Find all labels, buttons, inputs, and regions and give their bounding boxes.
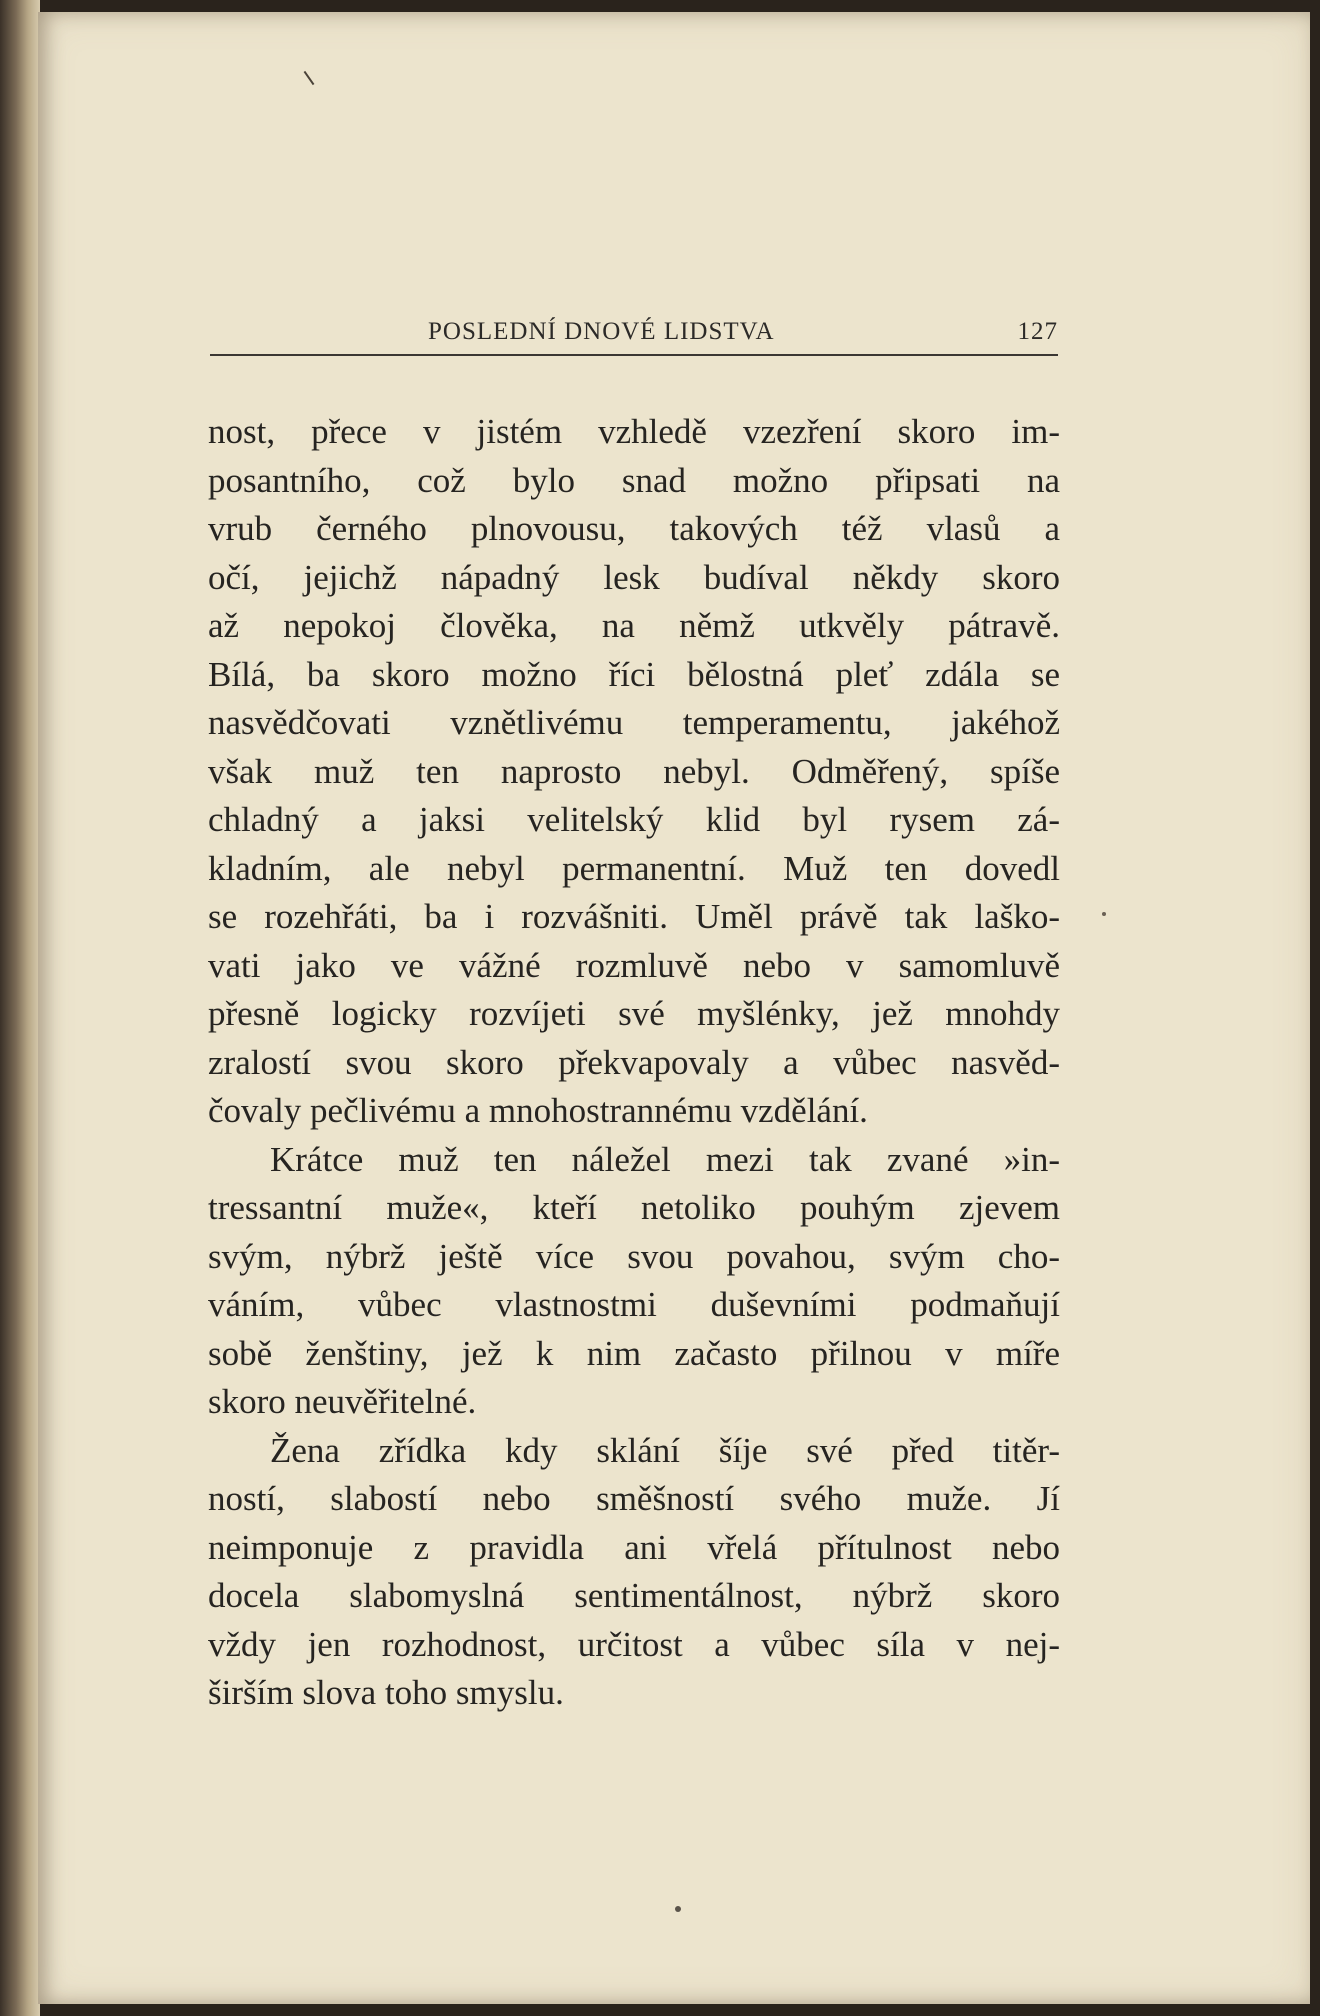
text-line: se rozehřáti, ba i rozvášniti. Uměl právě tak laško- bbox=[208, 897, 1060, 936]
book-spine bbox=[0, 0, 40, 2016]
text-line: Žena zřídka kdy sklání šíje své před titěr- bbox=[270, 1430, 1060, 1470]
text-line: sobě ženštiny, jež k nim začasto přilnou v míře bbox=[208, 1333, 1060, 1373]
text-line: přesně logicky rozvíjeti své myšlénky, jež mnohdy bbox=[208, 994, 1060, 1033]
text-line: až nepokoj člověka, na němž utkvěly pátravě. bbox=[208, 606, 1060, 645]
text-line: chladný a jaksi velitelský klid byl rysem zá- bbox=[208, 800, 1060, 839]
text-line: docela slabomyslná sentimentálnost, nýbrž skoro bbox=[208, 1576, 1060, 1615]
text-line: vždy jen rozhodnost, určitost a vůbec síla v nej- bbox=[208, 1624, 1060, 1664]
text-line: Bílá, ba skoro možno říci bělostná pleť zdála se bbox=[208, 654, 1060, 694]
text-line: svým, nýbrž ještě více svou povahou, svým cho- bbox=[208, 1236, 1060, 1276]
page-number: 127 bbox=[1017, 318, 1058, 345]
page-dot bbox=[675, 1906, 681, 1912]
text-line: vati jako ve vážné rozmluvě nebo v samomluvě bbox=[208, 945, 1060, 985]
text-line: zralostí svou skoro překvapovaly a vůbec nasvěd- bbox=[208, 1042, 1060, 1082]
text-line: vrub černého plnovousu, takových též vlasů a bbox=[208, 509, 1060, 548]
text-line: nost, přece v jistém vzhledě vzezření skoro im- bbox=[208, 412, 1060, 451]
body-text bbox=[208, 408, 1060, 1718]
text-line: nasvědčovati vznětlivému temperamentu, jakéhož bbox=[208, 703, 1060, 742]
text-line: neimponuje z pravidla ani vřelá přítulnost nebo bbox=[208, 1527, 1060, 1567]
text-line: ností, slabostí nebo směšností svého muže. Jí bbox=[208, 1479, 1060, 1518]
text-line: tressantní muže«, kteří netoliko pouhým zjevem bbox=[208, 1188, 1060, 1227]
text-line: však muž ten naprosto nebyl. Odměřený, spíše bbox=[208, 751, 1060, 791]
text-line: posantního, což bylo snad možno připsati na bbox=[208, 460, 1060, 500]
text-line: širším slova toho smyslu. bbox=[208, 1673, 564, 1712]
text-line: skoro neuvěřitelné. bbox=[208, 1382, 477, 1421]
header-rule bbox=[210, 354, 1058, 356]
running-header bbox=[208, 318, 1058, 358]
running-header-title: POSLEDNÍ DNOVÉ LIDSTVA bbox=[428, 318, 775, 345]
margin-speck bbox=[1102, 912, 1106, 916]
text-line: kladním, ale nebyl permanentní. Muž ten dovedl bbox=[208, 848, 1060, 888]
text-line: očí, jejichž nápadný lesk budíval někdy skoro bbox=[208, 557, 1060, 597]
text-line: čovaly pečlivému a mnohostrannému vzdělání. bbox=[208, 1091, 868, 1130]
text-line: váním, vůbec vlastnostmi duševními podmaňují bbox=[208, 1285, 1060, 1324]
text-line: Krátce muž ten náležel mezi tak zvané »in- bbox=[270, 1139, 1060, 1179]
